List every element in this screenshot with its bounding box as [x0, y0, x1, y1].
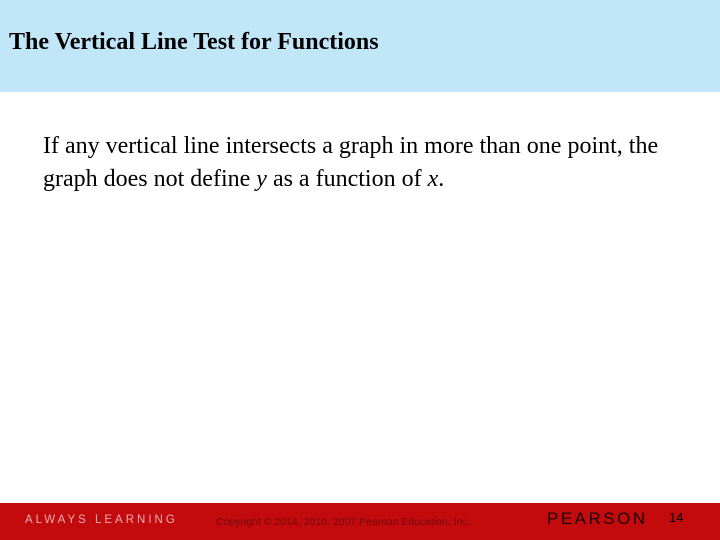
slide-body: [43, 130, 703, 196]
body-text-part3: .: [438, 166, 445, 192]
footer-tagline: ALWAYS LEARNING: [25, 514, 178, 526]
footer-bar: [0, 503, 720, 540]
variable-x: x: [427, 166, 439, 192]
body-text-part1: If any vertical line intersects a graph in more than one point, the graph does not define: [43, 133, 659, 192]
pearson-logo: PEARSON: [547, 509, 648, 528]
body-text-part2: as a function of: [266, 166, 428, 192]
title-banner: [0, 0, 720, 92]
variable-y: y: [256, 166, 267, 192]
page-number: 14: [669, 510, 684, 525]
slide-title: The Vertical Line Test for Functions: [9, 29, 379, 55]
copyright-text: Copyright © 2014, 2010, 2007 Pearson Education, Inc.: [216, 516, 471, 528]
